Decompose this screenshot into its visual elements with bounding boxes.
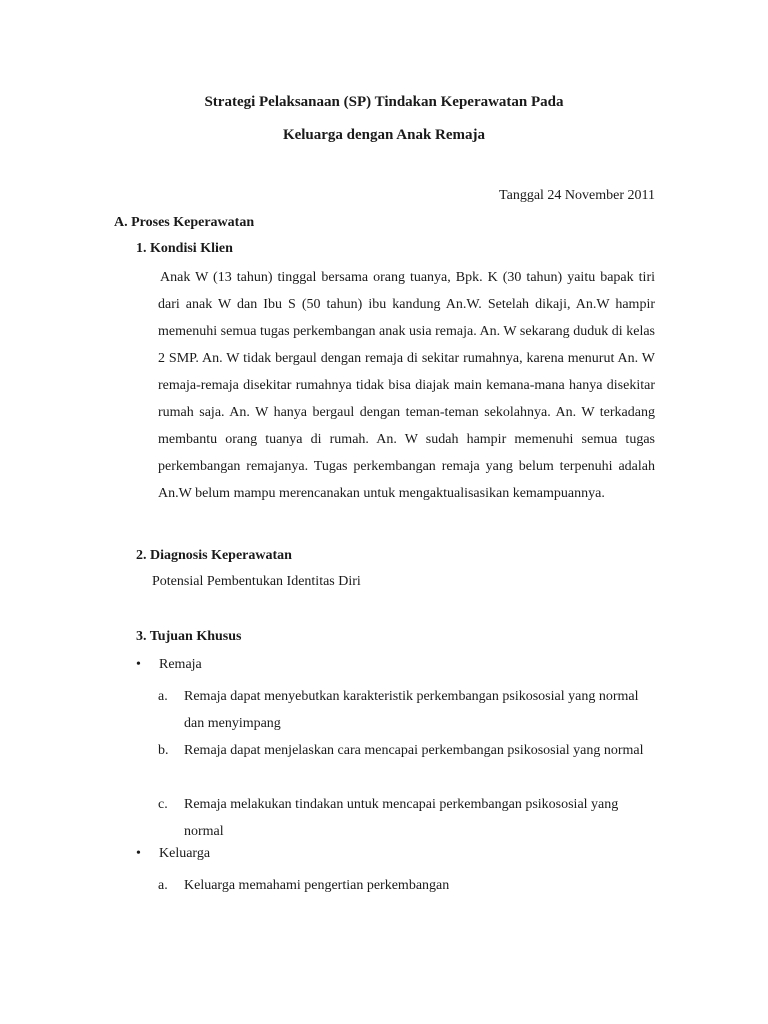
keluarga-label: Keluarga (159, 846, 211, 861)
kondisi-klien-paragraph: Anak W (13 tahun) tinggal bersama orang tuanya, Bpk. K (30 tahun) yaitu bapak tiri dari anak W dan Ibu S (50 tahun) ibu kandung An.W. Setelah dikaji, An.W hampir memenuhi semua tugas perkembangan anak usia remaja. An. W sekarang duduk di kelas 2 SMP. An. W tidak bergaul dengan remaja di sekitar rumahnya, karena menurut An. W remaja-remaja disekitar rumahnya tidak bisa diajak main kemana-mana hanya disekitar rumah saja. An. W hanya bergaul dengan teman-teman sekolahnya. An. W terkadang membantu orang tuanya di rumah. An. W sudah hampir memenuhi semua tugas perkembangan remajanya. Tugas perkembangan remaja yang belum terpenuhi adalah An.W belum mampu merencanakan untuk mengaktualisasikan kemampuannya. (158, 270, 655, 501)
tujuan-khusus-heading: 3. Tujuan Khusus (136, 629, 242, 644)
list-marker: b. (158, 743, 169, 758)
remaja-label: Remaja (159, 657, 202, 672)
list-item-text: Remaja melakukan tindakan untuk mencapai perkembangan psikososial yang normal (184, 797, 619, 839)
diagnosis-text: Potensial Pembentukan Identitas Diri (152, 574, 361, 589)
document-title-line-1: Strategi Pelaksanaan (SP) Tindakan Keperawatan Pada (204, 94, 564, 110)
list-marker: a. (158, 689, 168, 704)
list-marker: a. (158, 878, 168, 893)
list-item-text: Remaja dapat menjelaskan cara mencapai perkembangan psikososial yang normal (184, 743, 644, 758)
bullet-icon: • (136, 846, 141, 861)
list-item-text: Remaja dapat menyebutkan karakteristik perkembangan psikososial yang normal dan menyimpang (184, 689, 639, 731)
diagnosis-heading: 2. Diagnosis Keperawatan (136, 548, 292, 563)
bullet-icon: • (136, 657, 141, 672)
list-marker: c. (158, 797, 168, 812)
section-a-heading: A. Proses Keperawatan (114, 215, 255, 230)
document-title-line-2: Keluarga dengan Anak Remaja (282, 127, 486, 143)
list-item-text: Keluarga memahami pengertian perkembangan (184, 878, 450, 893)
kondisi-klien-heading: 1. Kondisi Klien (136, 241, 233, 256)
document-date: Tanggal 24 November 2011 (499, 188, 655, 203)
